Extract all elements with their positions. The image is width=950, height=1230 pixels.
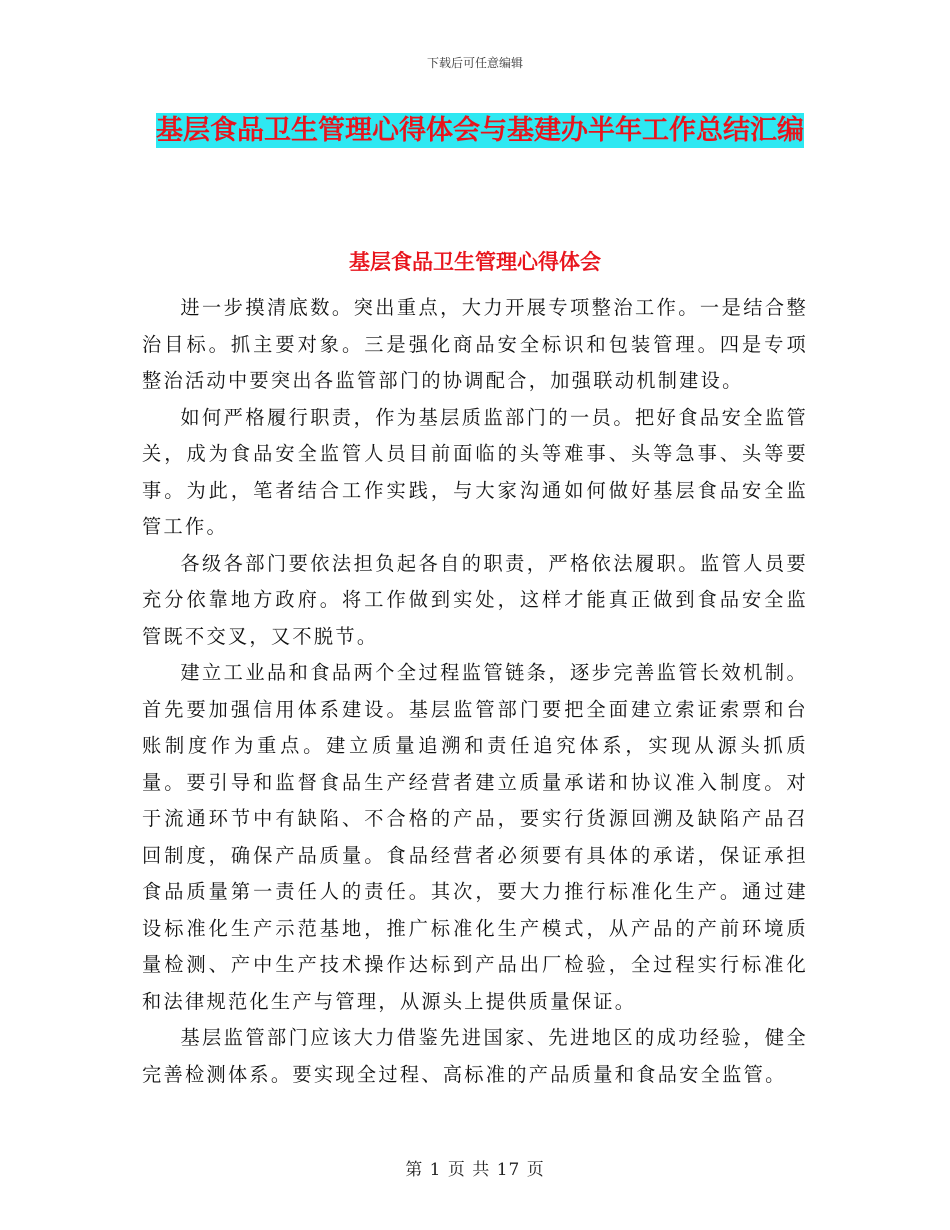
paragraph: 进一步摸清底数。突出重点，大力开展专项整治工作。一是结合整治目标。抓主要对象。三是强化商品安全标识和包装管理。四是专项整治活动中要突出各监管部门的协调配合，加强联动机制建设。 — [142, 296, 808, 392]
document-title — [140, 106, 820, 156]
paragraph: 建立工业品和食品两个全过程监管链条，逐步完善监管长效机制。首先要加强信用体系建设。基层监管部门要把全面建立索证索票和台账制度作为重点。建立质量追溯和责任追究体系，实现从源头抓质量。要引导和监督食品生产经营者建立质量承诺和协议准入制度。对于流通环节中有缺陷、不合格的产品，要实行货源回溯及缺陷产品召回制度，确保产品质量。食品经营者必须要有具体的承诺，保证承担食品质量第一责任人的责任。其次，要大力推行标准化生产。通过建设标准化生产示范基地，推广标准化生产模式，从产品的产前环境质量检测、产中生产技术操作达标到产品出厂检验，全过程实行标准化和法律规范化生产与管理，从源头上提供质量保证。 — [142, 661, 808, 1013]
document-body — [142, 290, 808, 1093]
paragraph: 各级各部门要依法担负起各自的职责，严格依法履职。监管人员要充分依靠地方政府。将工作做到实处，这样才能真正做到食品安全监管既不交叉，又不脱节。 — [142, 551, 808, 648]
section-title: 基层食品卫生管理心得体会 — [349, 249, 601, 274]
document-title-text: 基层食品卫生管理心得体会与基建办半年工作总结汇编 — [156, 115, 804, 146]
paragraph: 基层监管部门应该大力借鉴先进国家、先进地区的成功经验，健全完善检测体系。要实现全过程、高标准的产品质量和食品安全监管。 — [142, 1026, 808, 1086]
paragraph: 如何严格履行职责，作为基层质监部门的一员。把好食品安全监管关，成为食品安全监管人员目前面临的头等难事、头等急事、头等要事。为此，笔者结合工作实践，与大家沟通如何做好基层食品安全监管工作。 — [142, 405, 808, 538]
header-note: 下载后可任意编辑 — [426, 56, 523, 70]
page-number: 第 1 页 共 17 页 — [405, 1160, 545, 1180]
